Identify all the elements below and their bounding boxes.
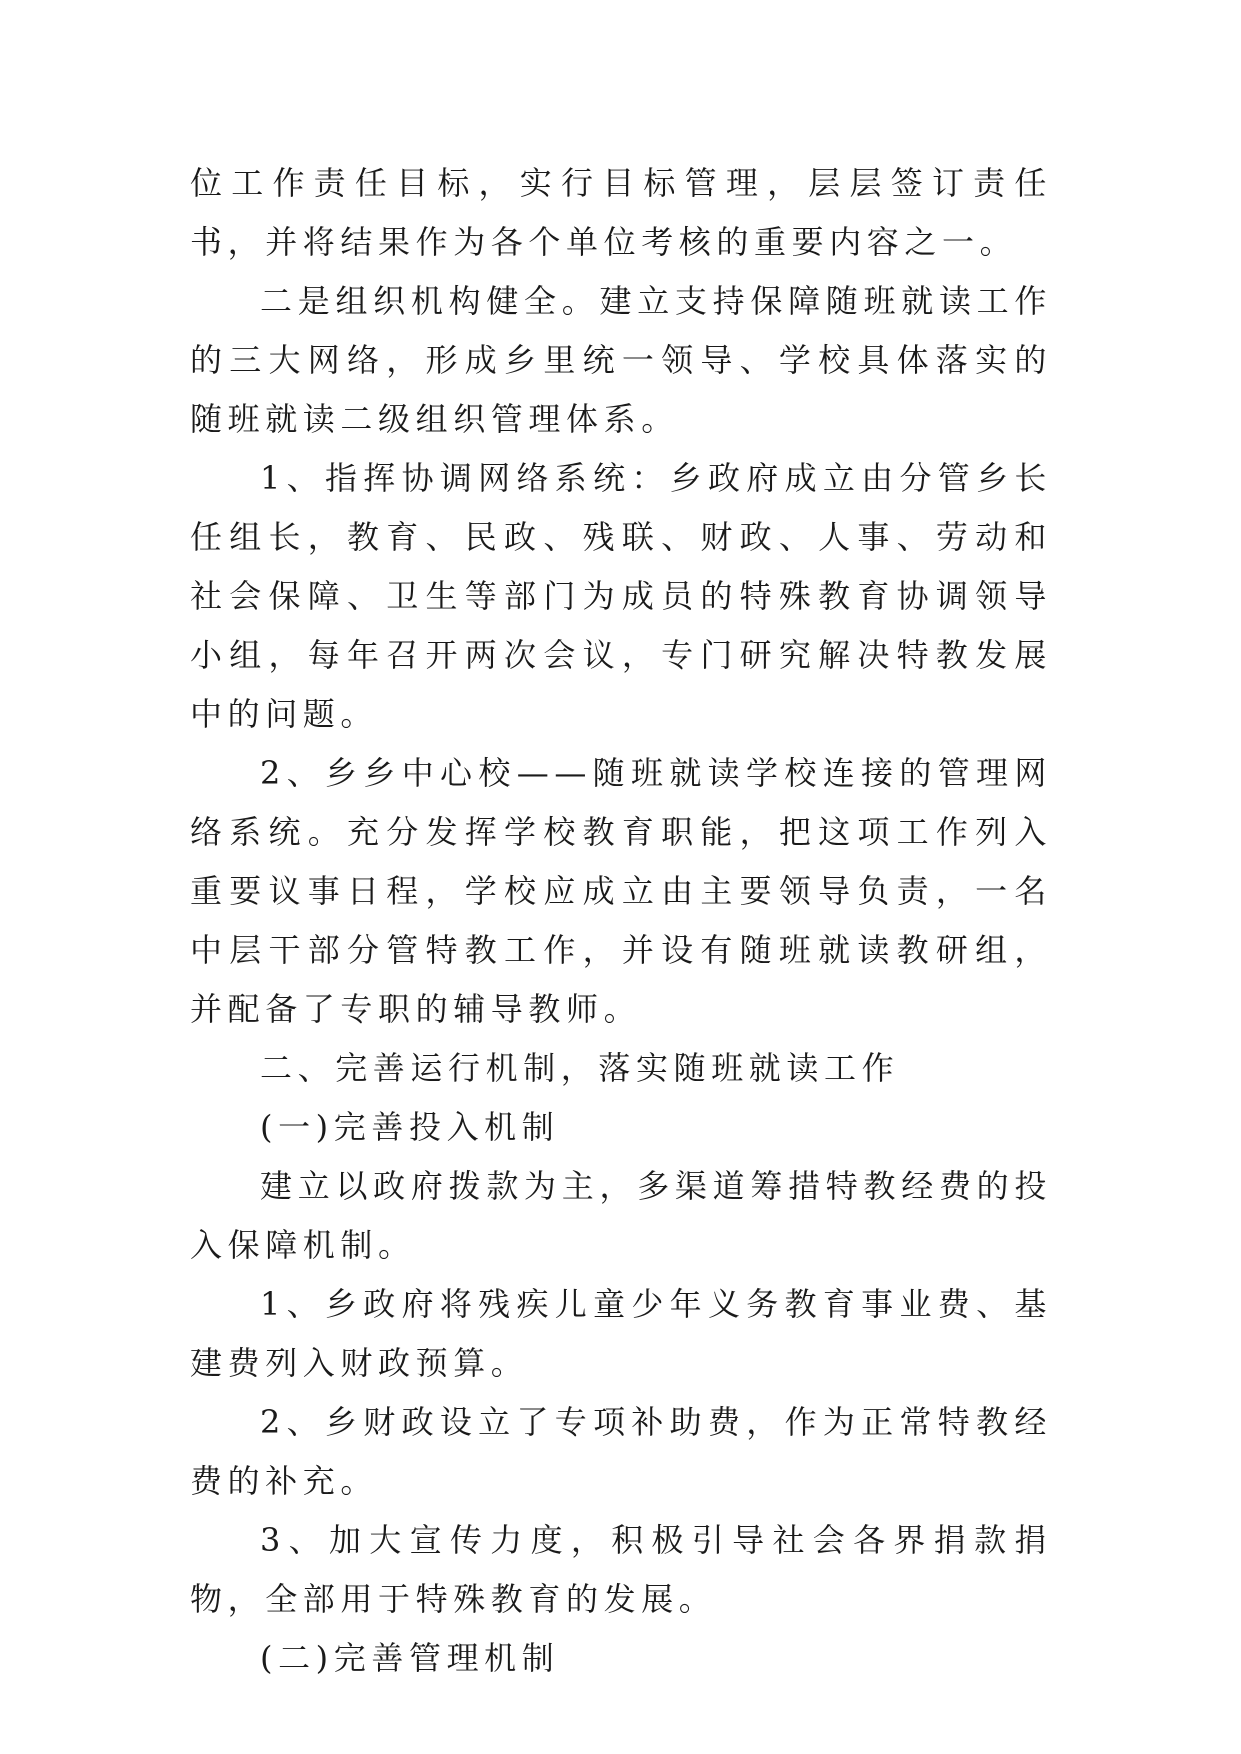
- paragraph-continuation: 位工作责任目标，实行目标管理，层层签订责任书，并将结果作为各个单位考核的重要内容之一。: [190, 164, 1052, 261]
- paragraph-coordination-network: 1、指挥协调网络系统：乡政府成立由分管乡长任组长，教育、民政、残联、财政、人事、劳动和社会保障、卫生等部门为成员的特殊教育协调领导小组，每年召开两次会议，专门研究解决特教发展中的问题。: [190, 459, 1052, 733]
- paragraph-publicity: 3、加大宣传力度，积极引导社会各界捐款捐物，全部用于特殊教育的发展。: [190, 1521, 1052, 1618]
- subheading-investment: (一)完善投入机制: [260, 1108, 560, 1146]
- document-body: [190, 154, 1052, 1688]
- paragraph-organization: 二是组织机构健全。建立支持保障随班就读工作的三大网络，形成乡里统一领导、学校具体落实的随班就读二级组织管理体系。: [190, 282, 1052, 438]
- section-heading-mechanism: 二、完善运行机制，落实随班就读工作: [260, 1049, 900, 1087]
- subheading-management: (二)完善管理机制: [260, 1639, 560, 1677]
- paragraph-funding: 建立以政府拨款为主，多渠道筹措特教经费的投入保障机制。: [190, 1167, 1052, 1264]
- paragraph-management-network: 2、乡乡中心校——随班就读学校连接的管理网络系统。充分发挥学校教育职能，把这项工作列入重要议事日程，学校应成立由主要领导负责，一名中层干部分管特教工作，并设有随班就读教研组，并配备了专职的辅导教师。: [190, 754, 1052, 1028]
- paragraph-budget: 1、乡政府将残疾儿童少年义务教育事业费、基建费列入财政预算。: [190, 1285, 1052, 1382]
- paragraph-subsidy: 2、乡财政设立了专项补助费，作为正常特教经费的补充。: [190, 1403, 1052, 1500]
